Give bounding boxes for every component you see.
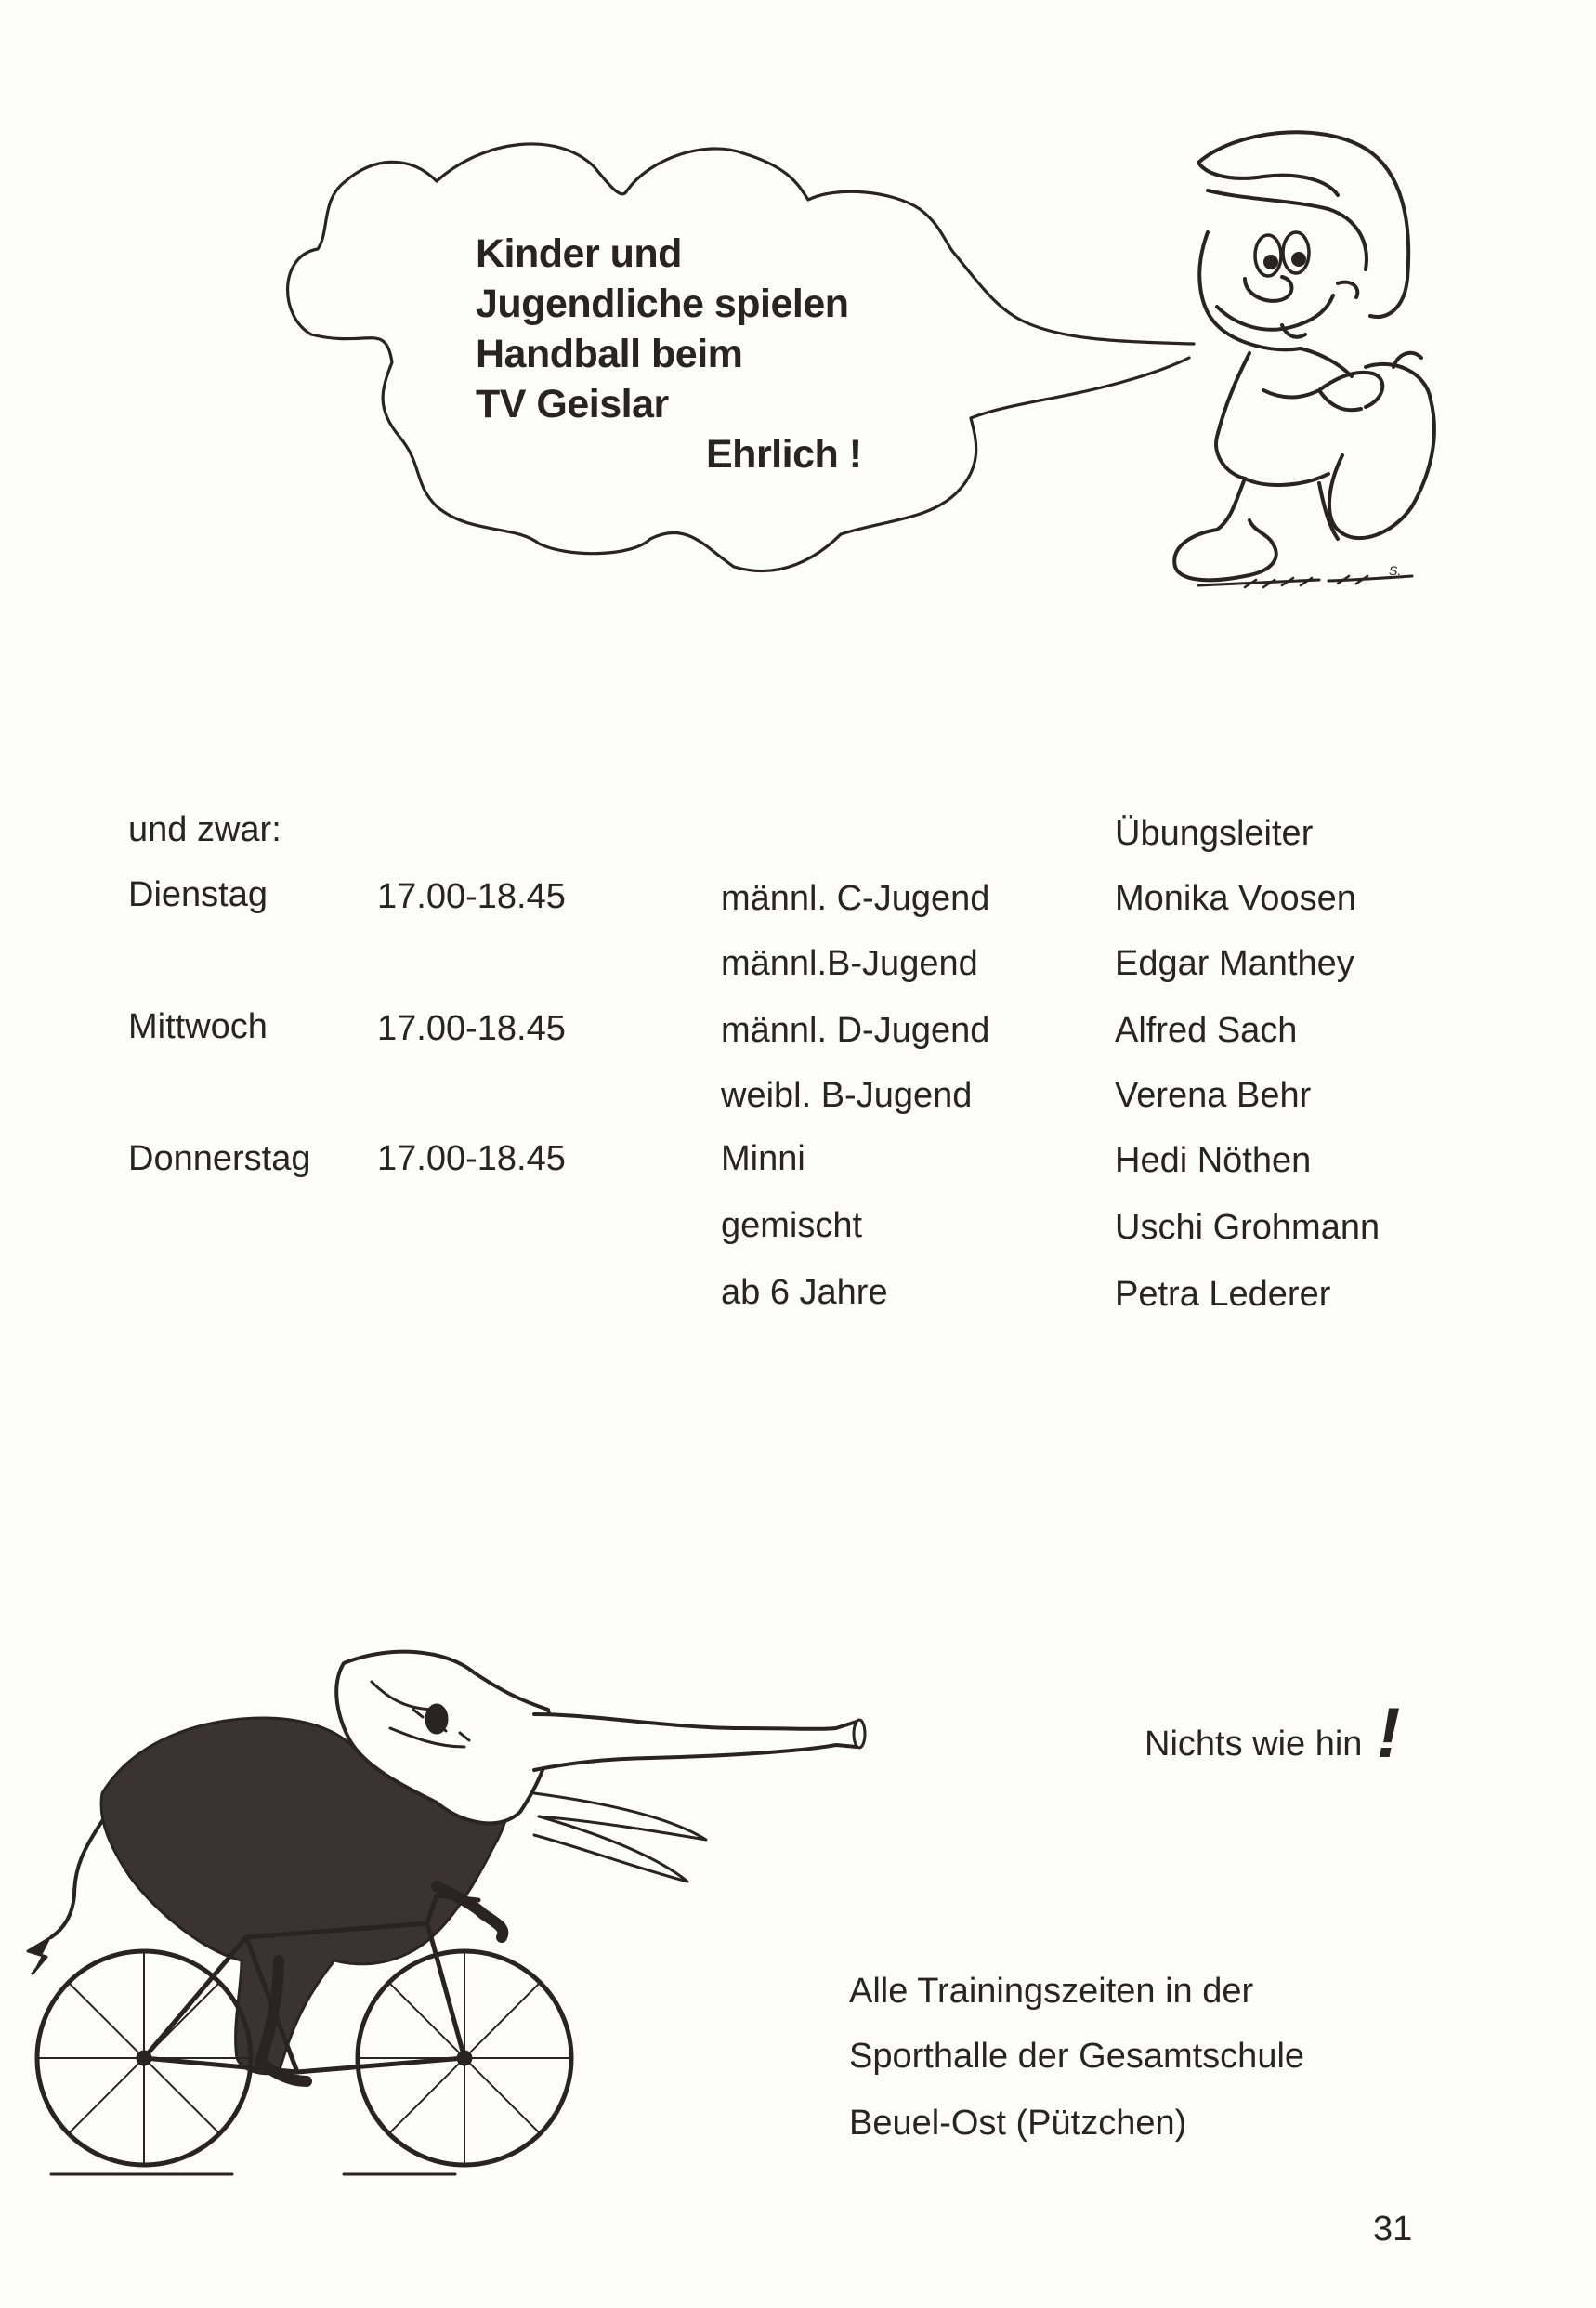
schedule-time: 17.00-18.45 xyxy=(377,1139,566,1178)
nichts-wie-hin-text: Nichts wie hin xyxy=(1145,1724,1363,1764)
schedule-day: Dienstag xyxy=(128,875,268,914)
smurf-signature: S. xyxy=(1389,563,1402,578)
exclamation-mark: ! xyxy=(1377,1694,1401,1773)
schedule-group: männl. D-Jugend xyxy=(721,1011,990,1050)
training-location-line-1: Alle Trainingszeiten in der xyxy=(849,1972,1254,2011)
schedule-group: männl.B-Jugend xyxy=(721,944,978,983)
schedule-leader: Alfred Sach xyxy=(1115,1011,1298,1050)
schedule-day: Mittwoch xyxy=(128,1007,268,1046)
schedule-leader: Hedi Nöthen xyxy=(1115,1141,1312,1180)
schedule-time: 17.00-18.45 xyxy=(377,1009,566,1048)
leader-column-header: Übungsleiter xyxy=(1115,814,1314,853)
schedule-leader: Petra Lederer xyxy=(1115,1275,1331,1314)
schedule-group: weibl. B-Jugend xyxy=(721,1076,973,1115)
bubble-line-4: TV Geislar xyxy=(476,382,669,426)
bubble-line-2: Jugendliche spielen xyxy=(476,282,849,326)
schedule-group: männl. C-Jugend xyxy=(721,879,990,918)
schedule-group: gemischt xyxy=(721,1206,863,1245)
schedule-leader: Monika Voosen xyxy=(1115,879,1356,918)
schedule-group: ab 6 Jahre xyxy=(721,1273,888,1312)
schedule-time: 17.00-18.45 xyxy=(377,877,566,916)
bubble-line-5: Ehrlich ! xyxy=(706,432,862,477)
bubble-line-3: Handball beim xyxy=(476,332,743,376)
page-number: 31 xyxy=(1373,2210,1413,2249)
training-location-line-3: Beuel-Ost (Pützchen) xyxy=(849,2104,1187,2143)
schedule-group: Minni xyxy=(721,1139,805,1178)
schedule-leader: Uschi Grohmann xyxy=(1115,1208,1380,1247)
schedule-day: Donnerstag xyxy=(128,1139,311,1178)
schedule-intro: und zwar: xyxy=(128,810,281,849)
schedule-leader: Edgar Manthey xyxy=(1115,944,1354,983)
bubble-line-1: Kinder und xyxy=(476,231,682,276)
training-location-line-2: Sporthalle der Gesamtschule xyxy=(849,2037,1305,2076)
schedule-leader: Verena Behr xyxy=(1115,1076,1312,1115)
